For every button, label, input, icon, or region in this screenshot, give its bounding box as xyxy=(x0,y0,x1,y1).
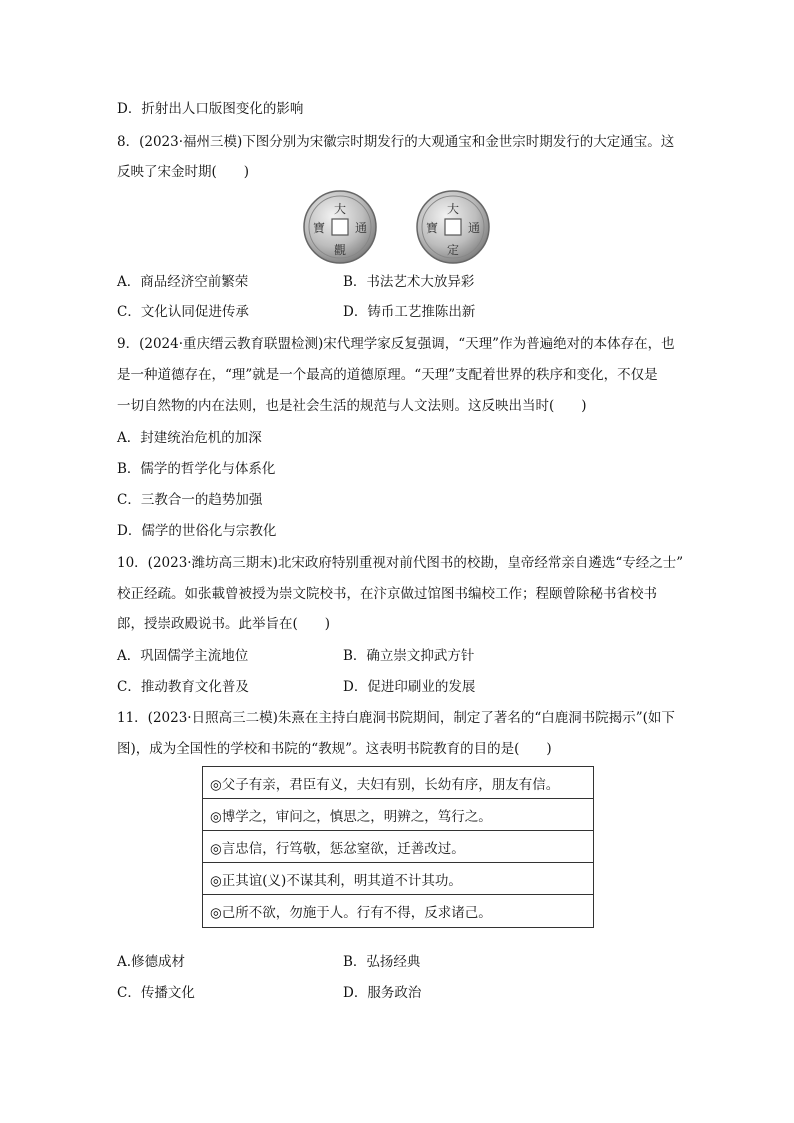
coin1-char-right: 通 xyxy=(354,221,368,235)
q10-stem-line1: 10．(2023·潍坊高三期末)北宋政府特别重视对前代图书的校勘，皇帝经常亲自遴选“专经之士” xyxy=(117,555,684,571)
rules-row: ◎博学之，审问之，慎思之，明辨之，笃行之。 xyxy=(203,799,593,831)
coin1-char-bottom: 觀 xyxy=(333,243,347,257)
q9-stem-line2: 是一种道德存在，“理”就是一个最高的道德原理。“天理”支配着世界的秩序和变化，不仅是 xyxy=(117,367,658,383)
q8-option-d: D．铸币工艺推陈出新 xyxy=(343,304,476,320)
q11-option-a: A.修德成材 xyxy=(117,954,186,970)
coin-images xyxy=(303,188,493,266)
q10-option-a: A．巩固儒学主流地位 xyxy=(117,648,249,664)
q8-option-b: B．书法艺术大放异彩 xyxy=(343,274,475,290)
coin-dading-tongbao xyxy=(417,191,489,263)
coin2-char-bottom: 定 xyxy=(446,243,460,257)
rules-row: ◎父子有亲，君臣有义，夫妇有别，长幼有序，朋友有信。 xyxy=(203,767,593,799)
coin1-char-left: 寶 xyxy=(312,221,326,235)
q8-option-c: C．文化认同促进传承 xyxy=(117,304,249,320)
bailudong-rules-table xyxy=(202,766,594,928)
q7-option-d: D．折射出人口版图变化的影响 xyxy=(117,101,304,117)
rules-row: ◎己所不欲，勿施于人。行有不得，反求诸己。 xyxy=(210,905,492,921)
q10-option-b: B．确立崇文抑武方针 xyxy=(343,648,475,664)
q9-option-c: C．三教合一的趋势加强 xyxy=(117,492,263,508)
q8-stem-line2: 反映了宋金时期( ) xyxy=(117,164,250,180)
coin2-char-right: 通 xyxy=(467,221,481,235)
q9-option-a: A．封建统治危机的加深 xyxy=(117,430,262,446)
q11-option-c: C．传播文化 xyxy=(117,985,195,1001)
q9-stem-line3: 一切自然物的内在法则，也是社会生活的规范与人文法则。这反映出当时( ) xyxy=(117,398,587,414)
q11-stem-line1: 11．(2023·日照高三二模)朱熹在主持白鹿洞书院期间，制定了著名的“白鹿洞书院揭示”(如下 xyxy=(117,710,675,726)
q10-option-c: C．推动教育文化普及 xyxy=(117,679,249,695)
coin2-char-left: 寶 xyxy=(425,221,439,235)
coin1-char-top: 大 xyxy=(333,202,347,216)
q10-stem-line2: 校正经疏。如张載曾被授为崇文院校书，在汴京做过馆图书编校工作；程颐曾除秘书省校书 xyxy=(117,586,657,602)
q10-stem-line3: 郎，授崇政殿说书。此举旨在( ) xyxy=(117,616,331,632)
q11-stem-line2: 图)，成为全国性的学校和书院的“教规”。这表明书院教育的目的是( ) xyxy=(117,741,552,757)
q9-option-b: B．儒学的哲学化与体系化 xyxy=(117,461,276,477)
rules-row: ◎正其谊(义)不谋其利，明其道不计其功。 xyxy=(203,863,593,895)
q11-option-d: D．服务政治 xyxy=(343,985,422,1001)
q9-stem-line1: 9．(2024·重庆缙云教育联盟检测)宋代理学家反复强调，“天理”作为普遍绝对的本体存在，也 xyxy=(117,336,675,352)
rules-row: ◎言忠信，行笃敬，惩忿窒欲，迁善改过。 xyxy=(203,831,593,863)
q10-option-d: D．促进印刷业的发展 xyxy=(343,679,476,695)
coin2-char-top: 大 xyxy=(446,202,460,216)
q9-option-d: D．儒学的世俗化与宗教化 xyxy=(117,523,277,539)
q8-option-a: A．商品经济空前繁荣 xyxy=(117,274,249,290)
q8-stem-line1: 8．(2023·福州三模)下图分别为宋徽宗时期发行的大观通宝和金世宗时期发行的大定通宝。这 xyxy=(117,134,675,150)
coin-daguan-tongbao xyxy=(304,191,376,263)
q11-option-b: B．弘扬经典 xyxy=(343,954,421,970)
